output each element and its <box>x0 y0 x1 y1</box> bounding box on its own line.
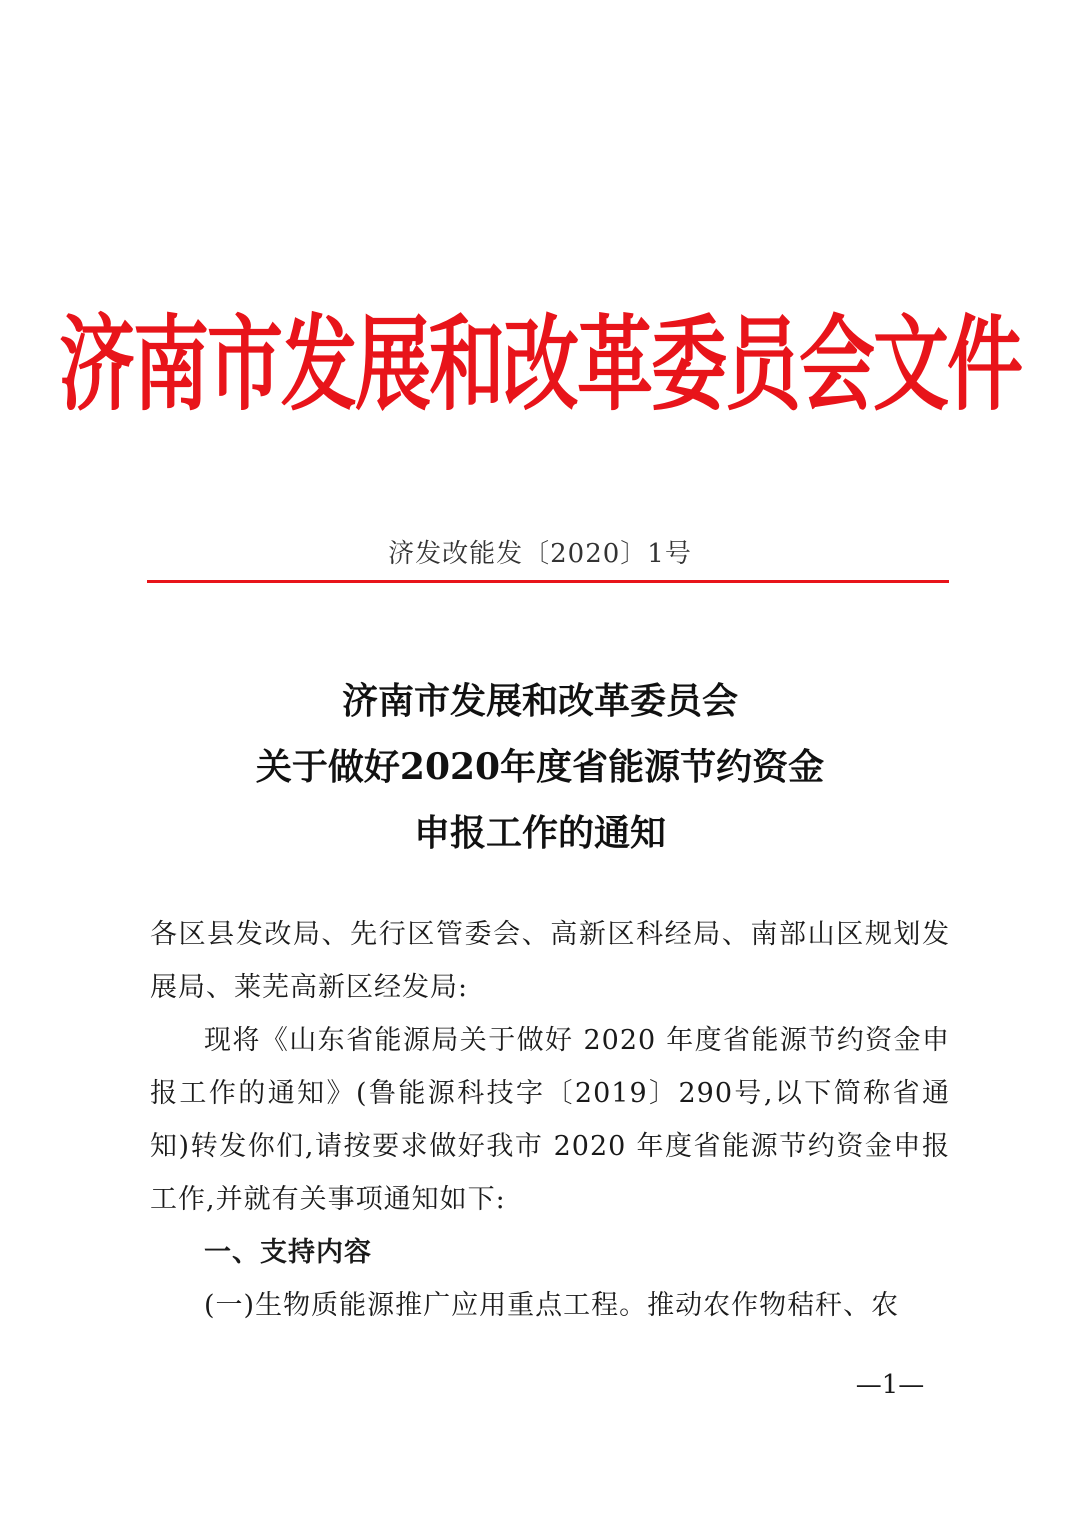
title-line-3: 申报工作的通知 <box>413 812 666 854</box>
red-divider-rule <box>147 580 949 583</box>
title-line-2: 关于做好2020年度省能源节约资金 <box>255 746 825 788</box>
page-number: —1— <box>855 1370 925 1400</box>
body-paragraph-1: 现将《山东省能源局关于做好 2020 年度省能源节约资金申报工作的通知》(鲁能源科技字〔2019〕290号,以下简称省通知)转发你们,请按要求做好我市 2020 年度省能源节约资金申报工作,并就有关事项通知如下: <box>150 1025 950 1215</box>
document-title <box>0 668 1080 866</box>
document-masthead: 济南市发展和改革委员会文件 <box>59 304 1021 425</box>
body-item-1: (一)生物质能源推广应用重点工程。推动农作物秸秆、农 <box>204 1290 900 1321</box>
document-number: 济发改能发〔2020〕1号 <box>388 539 692 569</box>
section-heading-1: 一、支持内容 <box>204 1237 372 1268</box>
addressees: 各区县发改局、先行区管委会、高新区科经局、南部山区规划发展局、莱芜高新区经发局: <box>150 919 950 1003</box>
title-line-1: 济南市发展和改革委员会 <box>341 680 738 722</box>
document-body <box>150 908 950 1332</box>
